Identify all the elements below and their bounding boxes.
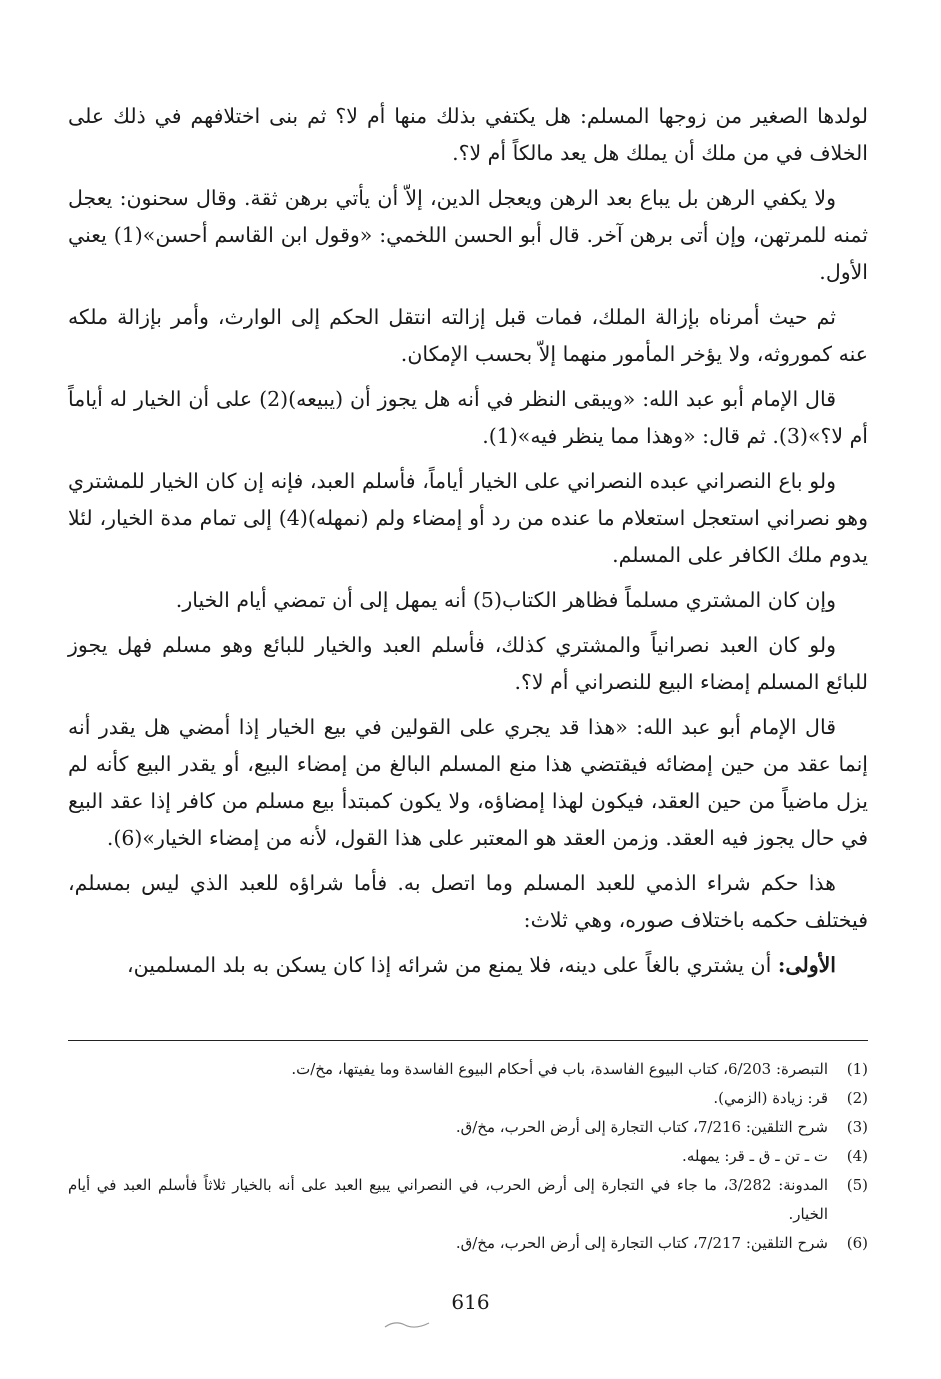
- paragraph-5: ولو باع النصراني عبده النصراني على الخيار أياماً، فأسلم العبد، فإنه إن كان الخيار للمشتري وهو نصراني استعجل استعلام ما عنده من رد أو إمضاء ولم (نمهله)(4) إلى تمام مدة الخيار، لئلا يدوم ملك الكافر على المسلم.: [68, 469, 869, 567]
- footnote-text: التبصرة: 6/203، كتاب البيوع الفاسدة، باب في أحكام البيوع الفاسدة وما يفيتها، مخ/ت.: [291, 1060, 828, 1078]
- scan-mark-icon: [383, 1318, 433, 1332]
- paragraph-lead: الأولى:: [777, 953, 836, 977]
- footnote: [68, 1229, 868, 1258]
- paragraph-4: قال الإمام أبو عبد الله: «ويبقى النظر في أنه هل يجوز أن (يبيعه)(2) على أن الخيار له أياماً أم لا؟»(3). ثم قال: «وهذا مما ينظر فيه»(1).: [68, 387, 868, 448]
- footnote: [68, 1084, 868, 1113]
- paragraph-8: قال الإمام أبو عبد الله: «هذا قد يجري على القولين في بيع الخيار إذا أمضي هل يقدر أنه إنما عقد من حين إمضائه فيقتضي هذا منع المسلم البالغ من إمضاء البيع، أو يقدر البيع كأنه لم يزل ماضياً من حين العقد، فيكون لهذا إمضاؤه، ولا يكون كمبتدأ بيع مسلم من كافر إذا عقد البيع في حال يجوز فيه العقد. وزمن العقد هو المعتبر على هذا القول، لأنه من إمضاء الخيار»(6).: [68, 715, 868, 850]
- paragraph-6: وإن كان المشتري مسلماً فظاهر الكتاب(5) أنه يمهل إلى أن تمضي أيام الخيار.: [175, 588, 836, 612]
- footnote: [68, 1113, 868, 1142]
- footnote-text: المدونة: 3/282، ما جاء في التجارة إلى أرض الحرب، في النصراني يبيع العبد على أنه بالخيار ثلاثاً فأسلم العبد في أيام الخيار.: [68, 1176, 828, 1223]
- footnotes: [68, 1055, 868, 1258]
- paragraph-2: ولا يكفي الرهن بل يباع بعد الرهن ويعجل الدين، إلاّ أن يأتي برهن ثقة. وقال سحنون: يعجل ثمنه للمرتهن، وإن أتى برهن آخر. قال أبو الحسن اللخمي: «وقول ابن القاسم أحسن»(1) يعني الأول.: [68, 186, 868, 284]
- footnote-text: ت ـ تن ـ ق ـ قر: يمهله.: [682, 1147, 828, 1165]
- footnote-text: قر: زيادة (الزمي).: [713, 1089, 828, 1107]
- paragraph-1: لولدها الصغير من زوجها المسلم: هل يكتفي بذلك منها أم لا؟ ثم بنى اختلافهم في ذلك على الخلاف في من ملك أن يملك هل يعد مالكاً أم لا؟.: [68, 104, 868, 165]
- paragraph-3: ثم حيث أمرناه بإزالة الملك، فمات قبل إزالته انتقل الحكم إلى الوارث، وأمر بإزالة ملكه عنه كموروثه، ولا يؤخر المأمور منهما إلاّ بحسب الإمكان.: [68, 305, 868, 366]
- footnote-number: (4): [846, 1147, 868, 1165]
- footnote-divider: [68, 1040, 868, 1041]
- main-text: [68, 98, 868, 992]
- footnote-number: (1): [846, 1060, 868, 1078]
- paragraph-10: [68, 947, 868, 984]
- footnote: [68, 1055, 868, 1084]
- footnote: [68, 1171, 868, 1229]
- paragraph-9: هذا حكم شراء الذمي للعبد المسلم وما اتصل به. فأما شراؤه للعبد الذي ليس بمسلم، فيختلف حكمه باختلاف صوره، وهي ثلاث:: [68, 871, 868, 932]
- footnote-number: (5): [846, 1176, 868, 1194]
- page-number: 616: [451, 1290, 490, 1314]
- footnote-text: شرح التلقين: 7/216، كتاب التجارة إلى أرض الحرب، مخ/ق.: [455, 1118, 828, 1136]
- footnote-text: شرح التلقين: 7/217، كتاب التجارة إلى أرض الحرب، مخ/ق.: [455, 1234, 828, 1252]
- footnote: [68, 1142, 868, 1171]
- footnote-number: (6): [846, 1234, 868, 1252]
- paragraph-10-text: أن يشتري بالغاً على دينه، فلا يمنع من شرائه إذا كان يسكن به بلد المسلمين،: [126, 953, 778, 977]
- footnote-number: (3): [846, 1118, 868, 1136]
- footnote-number: (2): [846, 1089, 868, 1107]
- paragraph-7: ولو كان العبد نصرانياً والمشتري كذلك، فأسلم العبد والخيار للبائع وهو مسلم فهل يجوز للبائع المسلم إمضاء البيع للنصراني أم لا؟.: [68, 633, 868, 694]
